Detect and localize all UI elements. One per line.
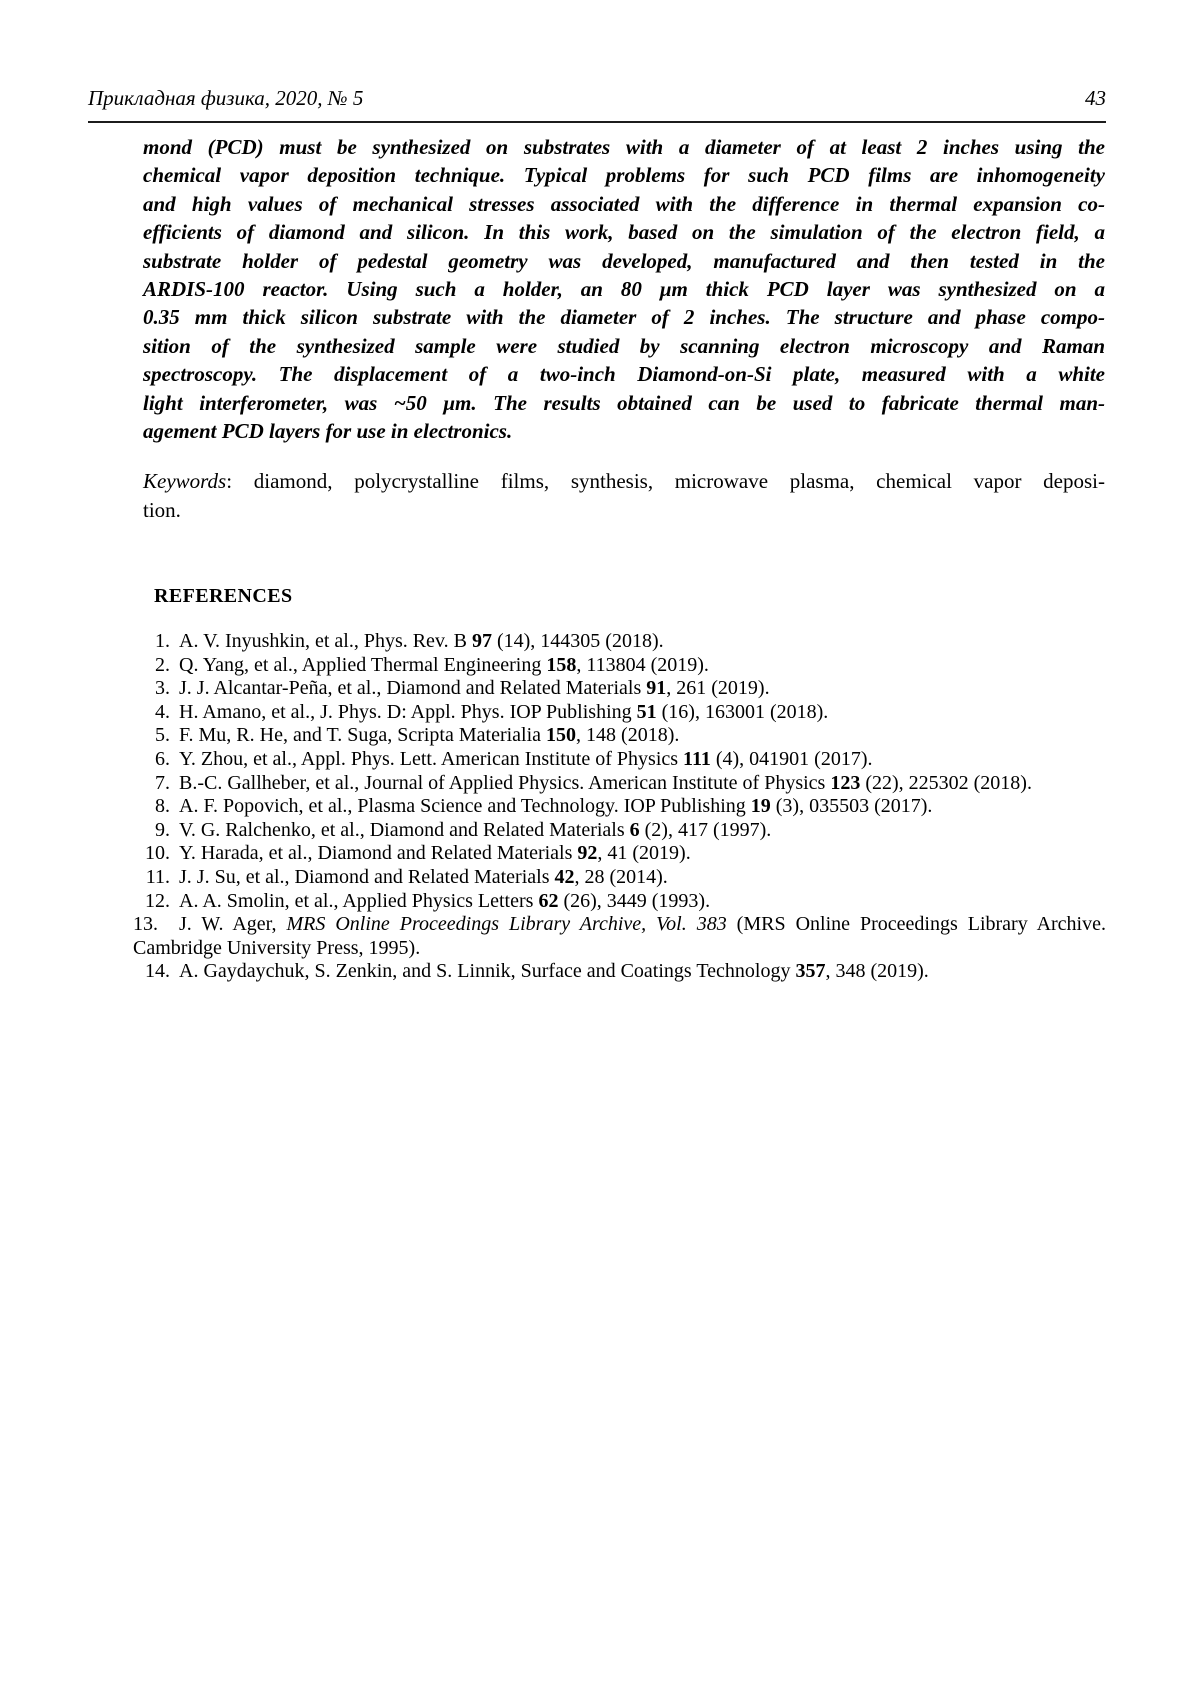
reference-number: 6. xyxy=(155,747,170,770)
reference-number: 11. xyxy=(145,865,170,888)
abstract-line: light interferometer, was ~50 μm. The results obtained can be used to fabricate thermal man- xyxy=(143,390,1105,415)
reference-item xyxy=(133,795,1106,819)
text-run: 19 xyxy=(750,795,771,818)
abstract-line: agement PCD layers for use in electronics. xyxy=(143,419,513,444)
reference-number: 9. xyxy=(155,818,170,841)
reference-number: 10. xyxy=(145,842,170,865)
text-run: J. W. Ager, xyxy=(179,913,287,936)
abstract-paragraph xyxy=(143,133,1105,445)
reference-number: 14. xyxy=(145,960,170,983)
text-run: Cambridge University Press, 1995). xyxy=(133,936,421,959)
text-run: 150 xyxy=(546,724,577,747)
abstract-line: substrate holder of pedestal geometry was developed, manufactured and then tested in the xyxy=(143,248,1105,273)
text-run: , 348 (2019). xyxy=(825,960,929,983)
references-list xyxy=(133,630,1106,984)
text-run: , 261 (2019). xyxy=(666,677,770,700)
keywords-paragraph xyxy=(143,467,1105,524)
text-run: (3), 035503 (2017). xyxy=(770,795,933,818)
text-run: (16), 163001 (2018). xyxy=(656,700,829,723)
text-run: Y. Zhou, et al., Appl. Phys. Lett. American Institute of Physics xyxy=(179,747,684,770)
reference-number: 1. xyxy=(155,630,170,652)
text-run: H. Amano, et al., J. Phys. D: Appl. Phys. IOP Publishing xyxy=(179,700,637,723)
text-run: , 113804 (2019). xyxy=(576,653,709,676)
text-run: F. Mu, R. He, and T. Suga, Scripta Materialia xyxy=(179,724,547,747)
abstract-line: chemical vapor deposition technique. Typical problems for such PCD films are inhomogeneity xyxy=(143,163,1105,188)
reference-number: 12. xyxy=(145,889,170,912)
abstract-line: sition of the synthesized sample were studied by scanning electron microscopy and Raman xyxy=(143,333,1105,358)
text-run: (22), 225302 (2018). xyxy=(860,771,1032,794)
text-run: 97 xyxy=(471,630,492,652)
text-run: 123 xyxy=(830,771,861,794)
text-run: (2), 417 (1997). xyxy=(639,818,772,841)
text-run: (14), 144305 (2018). xyxy=(491,630,664,652)
text-run: (4), 041901 (2017). xyxy=(710,747,873,770)
references-heading: REFERENCES xyxy=(154,585,293,607)
page-number: 43 xyxy=(1085,86,1106,110)
abstract-line: mond (PCD) must be synthesized on substrates with a diameter of at least 2 inches using the xyxy=(143,135,1105,159)
reference-number: 7. xyxy=(155,771,170,794)
text-run: 91 xyxy=(646,677,667,700)
reference-item xyxy=(133,748,1106,772)
text-run: Keywords xyxy=(143,469,227,493)
reference-item xyxy=(133,866,1106,890)
reference-number: 13. xyxy=(133,913,158,936)
reference-item xyxy=(133,654,1106,678)
abstract-line: and high values of mechanical stresses associated with the difference in thermal expansion co- xyxy=(143,191,1105,216)
reference-item xyxy=(133,913,1106,937)
reference-number: 2. xyxy=(155,653,170,676)
header-rule xyxy=(88,121,1106,123)
text-run: Q. Yang, et al., Applied Thermal Engineering xyxy=(179,653,547,676)
reference-item xyxy=(133,677,1106,701)
reference-item xyxy=(133,701,1106,725)
reference-item xyxy=(133,630,1106,654)
text-run: tion. xyxy=(143,497,181,522)
reference-number: 3. xyxy=(155,677,170,700)
text-run: 357 xyxy=(795,960,826,983)
text-run: J. J. Alcantar-Peña, et al., Diamond and Related Materials xyxy=(179,677,647,700)
text-run: MRS Online Proceedings Library Archive, Vol. 383 xyxy=(286,913,727,936)
reference-continuation xyxy=(133,937,1106,961)
text-run: J. J. Su, et al., Diamond and Related Materials xyxy=(179,865,555,888)
text-run: A. F. Popovich, et al., Plasma Science and Technology. IOP Publishing xyxy=(179,795,751,818)
abstract-line: efficients of diamond and silicon. In this work, based on the simulation of the electron field, a xyxy=(143,220,1105,245)
journal-title: Прикладная физика, 2020, № 5 xyxy=(88,86,364,110)
text-run: 158 xyxy=(546,653,577,676)
text-run: B.-C. Gallheber, et al., Journal of Applied Physics. American Institute of Physics xyxy=(179,771,831,794)
text-run: A. V. Inyushkin, et al., Phys. Rev. B xyxy=(179,630,472,652)
text-run: , 41 (2019). xyxy=(597,842,691,865)
text-run: 92 xyxy=(577,842,598,865)
reference-item xyxy=(133,772,1106,796)
text-run: 62 xyxy=(538,889,559,912)
reference-item xyxy=(133,724,1106,748)
reference-item xyxy=(133,960,1106,984)
reference-item xyxy=(133,890,1106,914)
page-header xyxy=(88,86,1106,110)
text-run: , 28 (2014). xyxy=(574,865,668,888)
text-run: Y. Harada, et al., Diamond and Related Materials xyxy=(179,842,578,865)
keywords-line xyxy=(143,467,1105,496)
reference-number: 4. xyxy=(155,700,170,723)
text-run: 111 xyxy=(683,747,711,770)
abstract-line: spectroscopy. The displacement of a two-inch Diamond-on-Si plate, measured with a white xyxy=(143,362,1105,387)
reference-number: 8. xyxy=(155,795,170,818)
keywords-line xyxy=(143,496,1105,525)
text-run: A. A. Smolin, et al., Applied Physics Letters xyxy=(179,889,539,912)
text-run: (MRS Online Proceedings Library Archive. xyxy=(726,913,1106,936)
reference-number: 5. xyxy=(155,724,170,747)
reference-item xyxy=(133,819,1106,843)
text-run: 51 xyxy=(636,700,657,723)
abstract-line: ARDIS-100 reactor. Using such a holder, an 80 μm thick PCD layer was synthesized on a xyxy=(143,277,1105,302)
text-run: 42 xyxy=(554,865,575,888)
text-run: A. Gaydaychuk, S. Zenkin, and S. Linnik, Surface and Coatings Technology xyxy=(179,960,796,983)
text-run: (26), 3449 (1993). xyxy=(558,889,711,912)
text-run: , 148 (2018). xyxy=(576,724,680,747)
abstract-line: 0.35 mm thick silicon substrate with the diameter of 2 inches. The structure and phase compo- xyxy=(143,305,1105,330)
text-run: V. G. Ralchenko, et al., Diamond and Related Materials xyxy=(179,818,630,841)
text-run: : diamond, polycrystalline films, synthesis, microwave plasma, chemical vapor deposi- xyxy=(226,469,1105,493)
reference-item xyxy=(133,842,1106,866)
text-run: 6 xyxy=(629,818,640,841)
